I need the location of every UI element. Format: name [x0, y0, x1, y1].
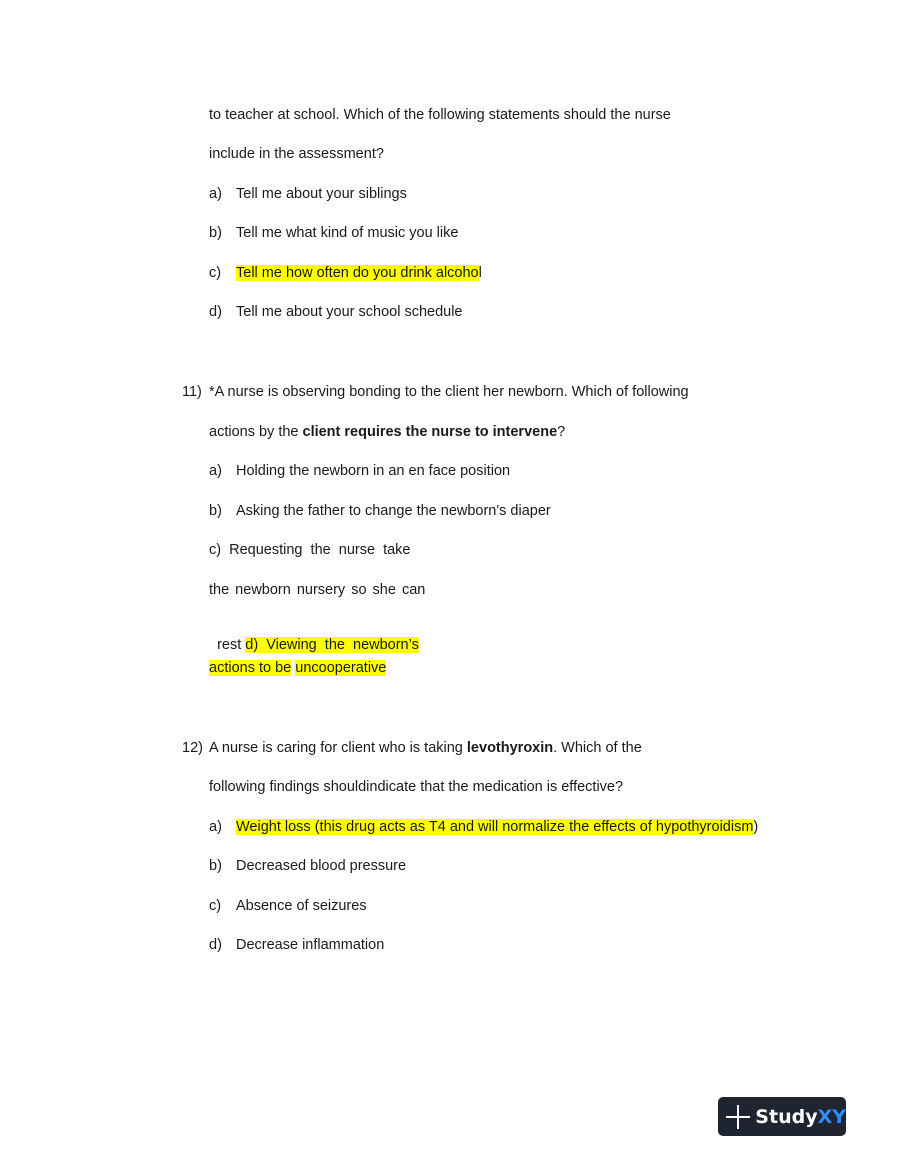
option-text: Tell me about your school schedule: [236, 304, 463, 320]
plus-icon: [726, 1105, 749, 1129]
highlighted-answer: Weight loss (this drug acts as T4 and will normalize the effects of hypothyroidism: [236, 819, 754, 835]
option-letter: c): [209, 265, 222, 281]
q10-option-b: [209, 225, 458, 241]
q12-stem-bold: levothyroxin: [466, 740, 554, 756]
option-letter: d): [209, 304, 222, 320]
option-letter: c): [209, 898, 222, 914]
option-text: Tell me what kind of music you like: [236, 225, 459, 241]
q12-option-c: [209, 898, 367, 914]
q12-stem-text: A nurse is caring for client who is taking: [209, 740, 467, 756]
q10-option-c: [209, 265, 482, 281]
q11-stem-line: [209, 424, 565, 440]
option-text-trail: ): [753, 819, 759, 835]
q11-option-b: [209, 503, 551, 519]
q11-option-d-cont: [209, 660, 386, 676]
q11-stem-line: [182, 384, 689, 400]
option-letter: a): [209, 819, 222, 835]
option-text: Tell me about your siblings: [236, 186, 407, 202]
q10-stem-line: include in the assessment?: [209, 146, 384, 162]
q12-stem-line: [182, 740, 642, 756]
option-text: Decrease inflammation: [236, 937, 385, 953]
q12-option-d: [209, 937, 384, 953]
q11-option-c-cont: [209, 621, 419, 653]
option-text: Asking the father to change the newborn's diaper: [236, 503, 551, 519]
q10-option-a: [209, 186, 407, 202]
question-number: 12): [182, 740, 203, 756]
highlighted-answer: uncooperative: [295, 660, 387, 676]
q10-option-d: [209, 304, 463, 320]
q12-stem-line: following findings shouldindicate that the medication is effective?: [209, 779, 624, 795]
option-letter: b): [209, 225, 222, 241]
option-letter: a): [209, 186, 222, 202]
studyxy-logo: [718, 1097, 846, 1136]
q10-stem-line: to teacher at school. Which of the following statements should the nurse: [209, 107, 671, 123]
q11-stem-text: *A nurse is observing bonding to the client her newborn. Which of following: [209, 384, 689, 400]
option-text: Absence of seizures: [236, 898, 367, 914]
option-text: Holding the newborn in an en face position: [236, 463, 511, 479]
option-letter: b): [209, 858, 222, 874]
q11-option-c: c) Requesting the nurse take: [209, 542, 411, 558]
highlighted-answer: Tell me how often do you drink alcoho: [236, 265, 479, 281]
option-letter: b): [209, 503, 222, 519]
question-number: 11): [182, 384, 202, 400]
q12-stem-text: . Which of the: [553, 740, 642, 756]
option-letter: a): [209, 463, 222, 479]
option-text-trail: l: [478, 265, 482, 281]
logo-text-xy: XY: [817, 1105, 846, 1128]
logo-text-study: Study: [755, 1105, 818, 1128]
q11-option-c-cont: the newborn nursery so she can: [209, 582, 426, 598]
option-text: Decreased blood pressure: [236, 858, 407, 874]
q12-option-a: [209, 819, 758, 835]
q11-stem-text: ?: [557, 424, 566, 440]
highlighted-answer: d) Viewing the newborn’s: [245, 637, 419, 653]
q11-stem-bold: client requires the nurse to intervene: [302, 424, 558, 440]
q12-option-b: [209, 858, 406, 874]
option-text: rest: [217, 637, 246, 653]
q11-stem-text: actions by the: [209, 424, 303, 440]
q11-option-a: [209, 463, 510, 479]
option-letter: d): [209, 937, 222, 953]
highlighted-answer: actions to be: [209, 660, 292, 676]
